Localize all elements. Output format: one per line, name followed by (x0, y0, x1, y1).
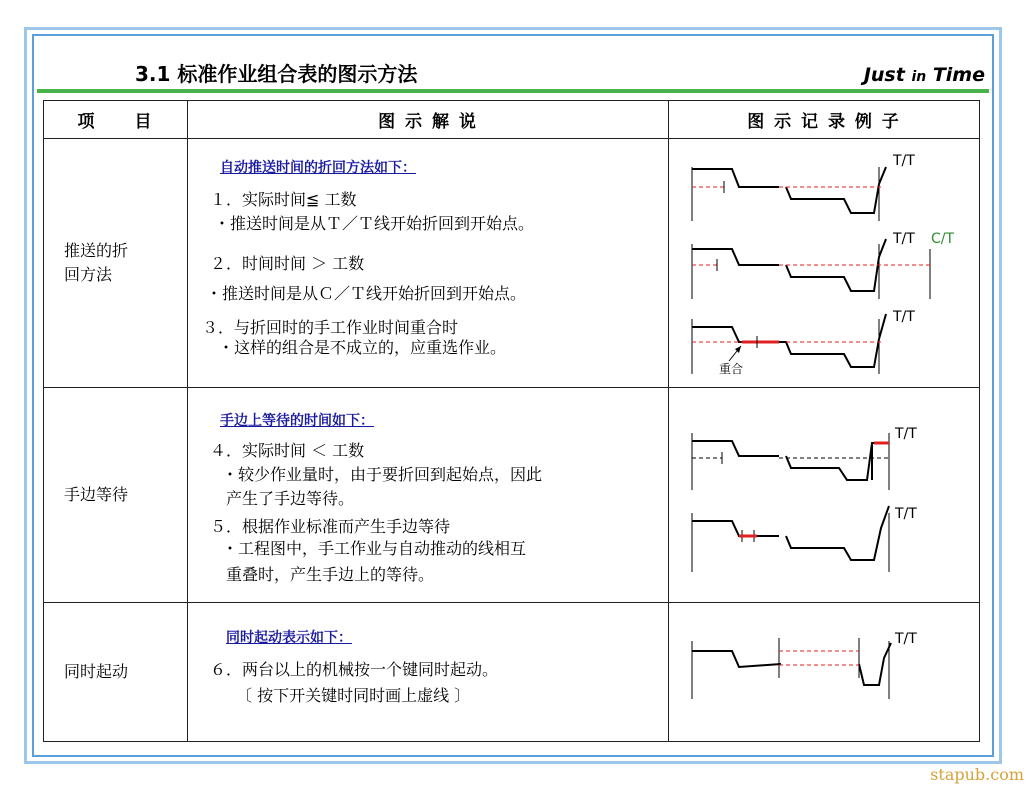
ct-label: C/T (931, 231, 955, 247)
row-explanation (188, 388, 669, 603)
subheading: 同时起动表示如下： (226, 630, 352, 646)
text-line: 〔 按下开关键时同时画上虚线 〕 (236, 686, 471, 705)
text-line: ・工程图中，手工作业与自动推动的线相互 (222, 539, 527, 558)
diagram-svg (669, 388, 980, 603)
row-example-diagram (669, 603, 980, 742)
text-line: ・这样的组合是不成立的，应重选作业。 (218, 338, 507, 357)
header-explanation: 图 示 解 说 (188, 101, 669, 139)
text-line: ・较少作业量时，由于要折回到起始点，因此 (222, 465, 543, 484)
text-line: ５．根据作业标准而产生手边等待 (210, 517, 451, 536)
table-row (44, 603, 980, 742)
title-divider (37, 89, 989, 93)
row-example-diagram (669, 388, 980, 603)
subheading: 自动推送时间的折回方法如下： (220, 160, 416, 176)
row-item-label: 推送的折 回方法 (44, 139, 188, 388)
text-line: 产生了手边等待。 (226, 489, 355, 508)
text-line: ６．两台以上的机械按一个键同时起动。 (210, 660, 499, 679)
tt-label: T/T (893, 231, 915, 247)
text-line: ・推送时间是从Ｔ／Ｔ线开始折回到开始点。 (214, 214, 535, 233)
brand-main: Just (863, 64, 905, 86)
text-line: ３．与折回时的手工作业时间重合时 (202, 318, 459, 337)
brand-small: in (911, 69, 927, 85)
standard-work-table (43, 100, 980, 742)
row-example-diagram (669, 139, 980, 388)
text-line: 重叠时，产生手边上的等待。 (226, 565, 435, 584)
row-explanation (188, 139, 669, 388)
text-line: ４．实际时间 ＜ 工数 (210, 441, 365, 460)
table-row (44, 388, 980, 603)
tt-label: T/T (893, 309, 915, 325)
overlap-label: 重合 (719, 362, 744, 376)
row-item-label: 手边等待 (44, 388, 188, 603)
text-line: ・推送时间是从Ｃ／Ｔ线开始折回到开始点。 (206, 284, 527, 303)
text-line: ２．时间时间 ＞ 工数 (210, 254, 365, 273)
header-item: 项 目 (44, 101, 188, 139)
brand-logo (864, 64, 985, 86)
watermark: stapub.com (930, 765, 1024, 784)
tt-label: T/T (893, 153, 915, 169)
table-header-row (44, 101, 980, 139)
tt-label: T/T (895, 426, 917, 442)
diagram-svg (669, 603, 980, 742)
row-explanation (188, 603, 669, 742)
diagram-svg (669, 139, 980, 388)
page-title: 3.1 标准作业组合表的图示方法 (135, 62, 418, 86)
header-example: 图 示 记 录 例 子 (669, 101, 980, 139)
brand-end: Time (932, 64, 985, 86)
table-row (44, 139, 980, 388)
row-item-label: 同时起动 (44, 603, 188, 742)
tt-label: T/T (895, 631, 917, 647)
tt-label: T/T (895, 506, 917, 522)
subheading: 手边上等待的时间如下： (220, 413, 374, 429)
text-line: １．实际时间≦ 工数 (210, 190, 357, 209)
